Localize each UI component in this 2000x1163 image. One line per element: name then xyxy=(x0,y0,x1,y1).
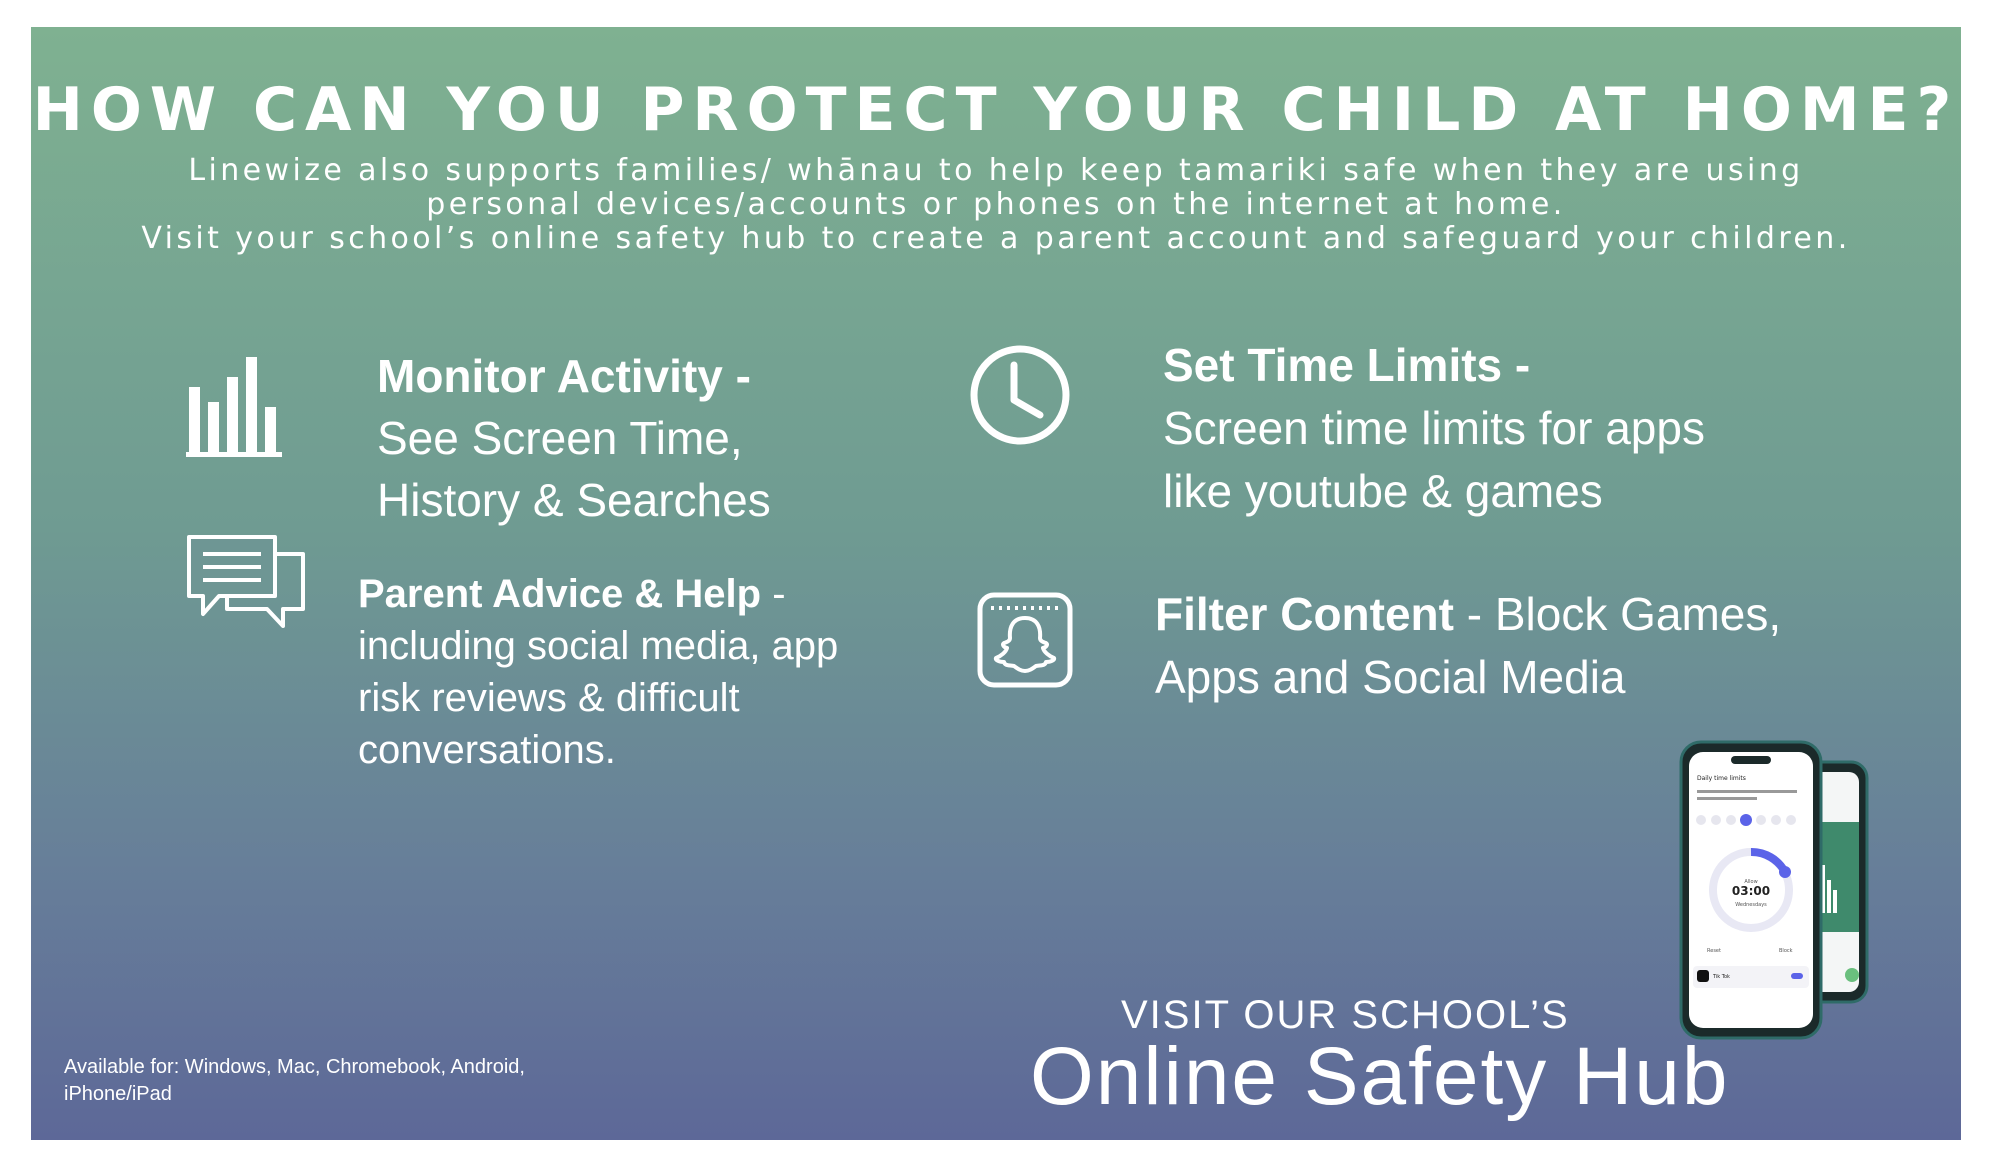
online-safety-hub-link[interactable]: Online Safety Hub xyxy=(1030,1031,1730,1122)
feature-heading-suffix: - xyxy=(761,572,786,616)
availability-line: iPhone/iPad xyxy=(64,1083,172,1105)
feature-text: including social media, app xyxy=(358,624,839,668)
phone-screen-title: Daily time limits xyxy=(1697,775,1746,782)
feature-monitor-activity xyxy=(377,345,857,531)
snapchat-app-icon xyxy=(977,592,1073,688)
phone-block-label: Block xyxy=(1779,948,1793,954)
page-title: HOW CAN YOU PROTECT YOUR CHILD AT HOME? xyxy=(32,75,1960,145)
feature-text: Apps and Social Media xyxy=(1155,651,1626,703)
feature-parent-advice xyxy=(358,568,918,776)
feature-text: Screen time limits for apps xyxy=(1163,402,1705,454)
feature-text: See Screen Time, xyxy=(377,412,743,464)
subtitle-line: Linewize also supports families/ whānau to help keep tamariki safe when they are using xyxy=(188,153,1804,188)
feature-text: conversations. xyxy=(358,728,616,772)
subtitle-line: Visit your school’s online safety hub to create a parent account and safeguard your children. xyxy=(141,221,1851,256)
feature-heading: Parent Advice & Help xyxy=(358,572,762,616)
phone-day-caption: Wednesdays xyxy=(1735,902,1767,908)
feature-heading-suffix: - Block Games, xyxy=(1453,588,1782,640)
feature-text: like youtube & games xyxy=(1163,465,1603,517)
feature-heading: Monitor Activity - xyxy=(377,350,751,402)
clock-icon xyxy=(968,343,1072,447)
subtitle-line: personal devices/accounts or phones on the internet at home. xyxy=(426,187,1566,222)
feature-heading: Set Time Limits - xyxy=(1163,339,1531,391)
phone-time-value: 03:00 xyxy=(1731,884,1771,898)
phone-app-label: Tik Tok xyxy=(1713,974,1730,980)
visit-label: VISIT OUR SCHOOL’S xyxy=(1121,993,1570,1037)
chat-bubbles-icon xyxy=(187,534,307,634)
availability-note xyxy=(64,1054,624,1108)
phone-time-caption: Allow xyxy=(1744,879,1758,885)
feature-text: History & Searches xyxy=(377,474,771,526)
feature-time-limits xyxy=(1163,334,1883,523)
feature-filter-content xyxy=(1155,583,1895,709)
subtitle xyxy=(31,154,1961,256)
bar-chart-icon xyxy=(186,352,286,462)
phone-mockup-image xyxy=(1651,740,1911,1060)
availability-line: Available for: Windows, Mac, Chromebook, Android, xyxy=(64,1056,525,1078)
banner xyxy=(31,27,1961,1140)
feature-text: risk reviews & difficult xyxy=(358,676,740,720)
phone-reset-label: Reset xyxy=(1707,948,1721,954)
feature-heading: Filter Content xyxy=(1155,588,1454,640)
